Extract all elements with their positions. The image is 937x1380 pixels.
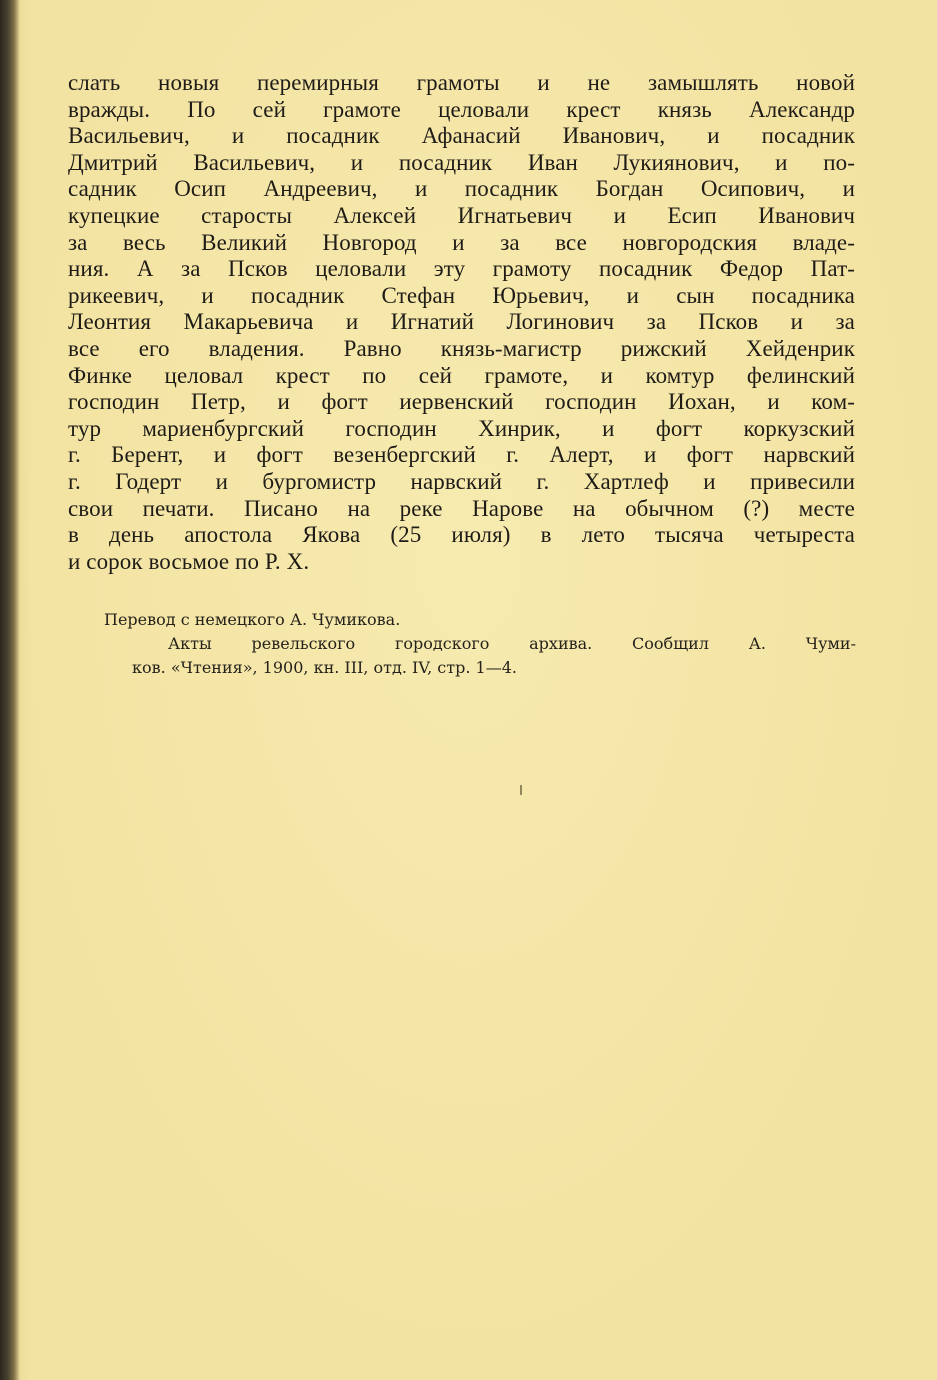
text-line: рикеевич, и посадник Стефан Юрьевич, и сын посадника: [68, 282, 855, 308]
book-spine-shadow: [0, 0, 20, 1380]
text-line: за весь Великий Новгород и за все новгородския владе-: [68, 229, 855, 255]
text-line: Дмитрий Васильевич, и посадник Иван Лукиянович, и по-: [68, 149, 855, 175]
text-line: купецкие старосты Алексей Игнатьевич и Есип Иванович: [68, 202, 855, 228]
text-line: ния. А за Псков целовали эту грамоту посадник Федор Пат-: [68, 256, 855, 282]
text-line: Васильевич, и посадник Афанасий Иванович, и посадник: [68, 123, 855, 149]
text-line: все его владения. Равно князь-магистр рижский Хейденрик: [68, 335, 855, 361]
text-line: свои печати. Писано на реке Нарове на обычном (?) месте: [68, 495, 855, 521]
text-line-last: и сорок восьмое по Р. Х.: [68, 548, 310, 574]
source-note-line2: ков. «Чтения», 1900, кн. III, отд. IV, стр. 1—4.: [132, 658, 517, 677]
text-line: господин Петр, и фогт иервенский господин Иохан, и ком-: [68, 389, 855, 415]
text-line: г. Годерт и бургомистр нарвский г. Хартлеф и привесили: [68, 468, 855, 494]
text-line: тур мариенбургский господин Хинрик, и фогт коркузский: [68, 415, 855, 441]
source-note-line1: Акты ревельского городского архива. Сообщил А. Чуми-: [168, 634, 856, 653]
source-notes: [104, 608, 856, 680]
text-line: г. Берент, и фогт везенбергский г. Алерт, и фогт нарвский: [68, 442, 855, 468]
paper-speck: [520, 785, 522, 795]
text-line: Леонтия Макарьевича и Игнатий Логинович за Псков и за: [68, 309, 855, 335]
translation-note: Перевод с немецкого А. Чумикова.: [104, 610, 401, 629]
text-line: слать новыя перемирныя грамоты и не замышлять новой: [68, 70, 855, 95]
text-line: в день апостола Якова (25 июля) в лето тысяча четыреста: [68, 522, 855, 548]
text-line: Финке целовал крест по сей грамоте, и комтур фелинский: [68, 362, 855, 388]
main-text-block: [68, 70, 855, 575]
text-line: вражды. По сей грамоте целовали крест князь Александр: [68, 96, 855, 122]
text-line: садник Осип Андреевич, и посадник Богдан Осипович, и: [68, 176, 855, 202]
